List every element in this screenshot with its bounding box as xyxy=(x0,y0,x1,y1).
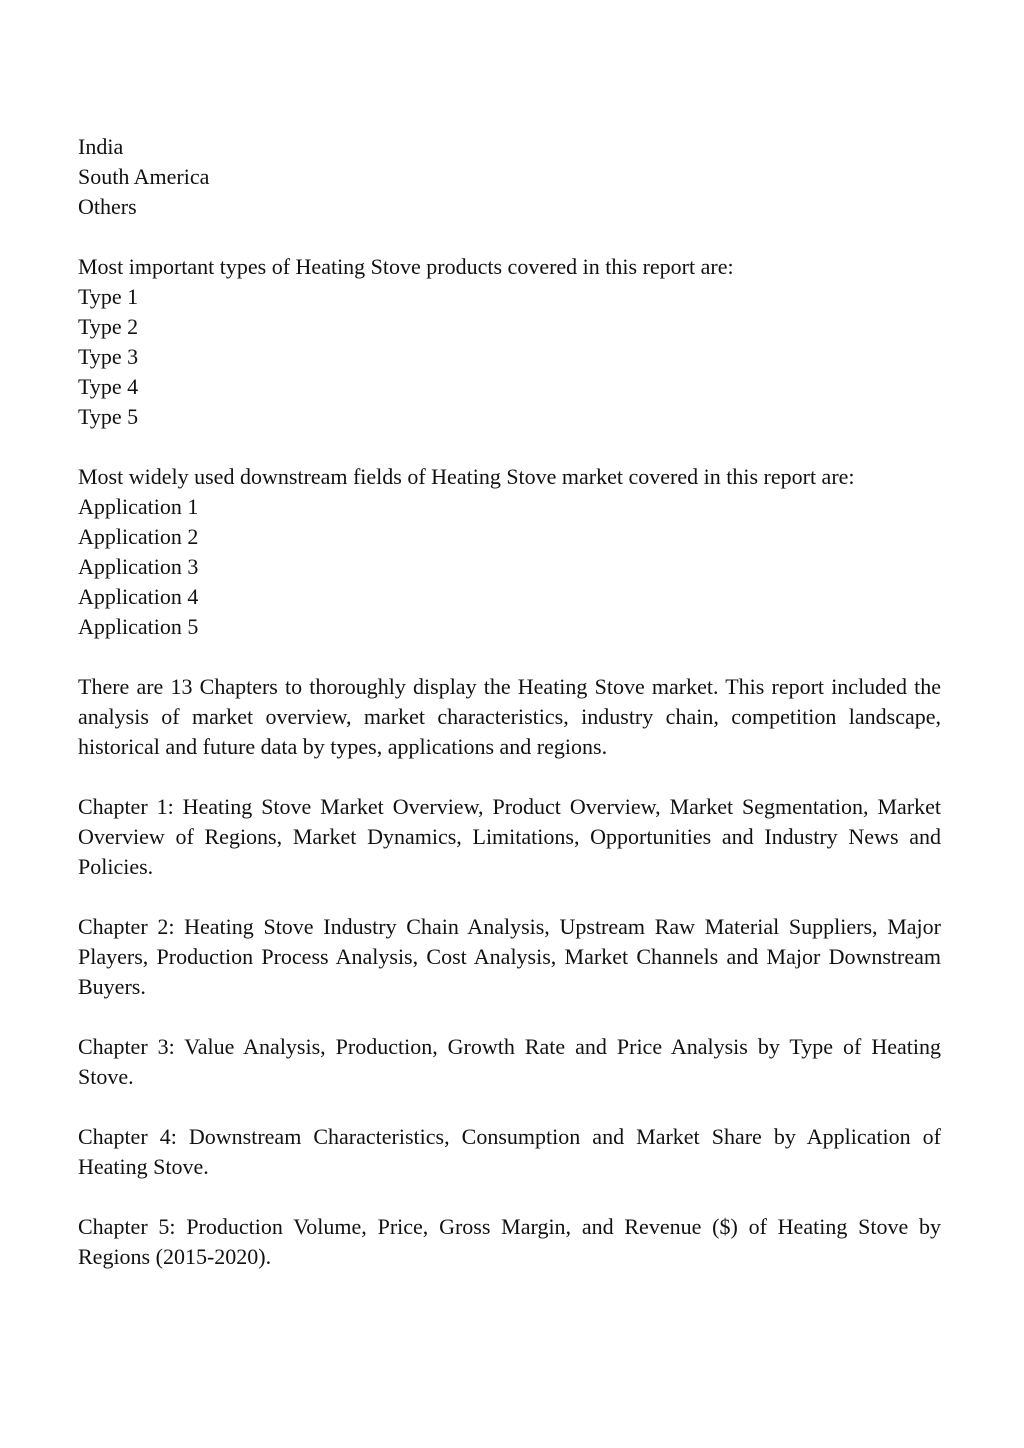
list-item: Type 2 xyxy=(78,314,139,339)
overview-paragraph: There are 13 Chapters to thoroughly display the Heating Stove market. This report included the analysis of market overview, market characteristics, industry chain, competition landscape, historical and future data by types, applications and regions. xyxy=(78,674,941,759)
list-item: South America xyxy=(78,164,210,189)
list-item: Application 1 xyxy=(78,494,199,519)
list-item: India xyxy=(78,134,124,159)
types-section xyxy=(78,252,941,432)
types-intro: Most important types of Heating Stove products covered in this report are: xyxy=(78,254,734,279)
regions-list xyxy=(78,132,941,222)
chapter-1-paragraph: Chapter 1: Heating Stove Market Overview, Product Overview, Market Segmentation, Market Overview of Regions, Market Dynamics, Limitations, Opportunities and Industry News and Policies. xyxy=(78,794,941,879)
chapter-3-paragraph: Chapter 3: Value Analysis, Production, Growth Rate and Price Analysis by Type of Heating Stove. xyxy=(78,1034,941,1089)
list-item: Type 3 xyxy=(78,344,139,369)
applications-intro: Most widely used downstream fields of Heating Stove market covered in this report are: xyxy=(78,464,855,489)
list-item: Application 3 xyxy=(78,554,199,579)
chapter-2-paragraph: Chapter 2: Heating Stove Industry Chain Analysis, Upstream Raw Material Suppliers, Major Players, Production Process Analysis, Cost Analysis, Market Channels and Major Downstream Buyers. xyxy=(78,914,941,999)
list-item: Type 1 xyxy=(78,284,139,309)
chapter-5-paragraph: Chapter 5: Production Volume, Price, Gross Margin, and Revenue ($) of Heating Stove by Regions (2015-2020). xyxy=(78,1214,941,1269)
document-page xyxy=(78,132,941,1272)
list-item: Application 2 xyxy=(78,524,199,549)
list-item: Application 4 xyxy=(78,584,199,609)
list-item: Type 5 xyxy=(78,404,139,429)
list-item: Others xyxy=(78,194,137,219)
applications-section xyxy=(78,462,941,642)
chapter-4-paragraph: Chapter 4: Downstream Characteristics, Consumption and Market Share by Application of Heating Stove. xyxy=(78,1124,941,1179)
list-item: Application 5 xyxy=(78,614,199,639)
list-item: Type 4 xyxy=(78,374,139,399)
